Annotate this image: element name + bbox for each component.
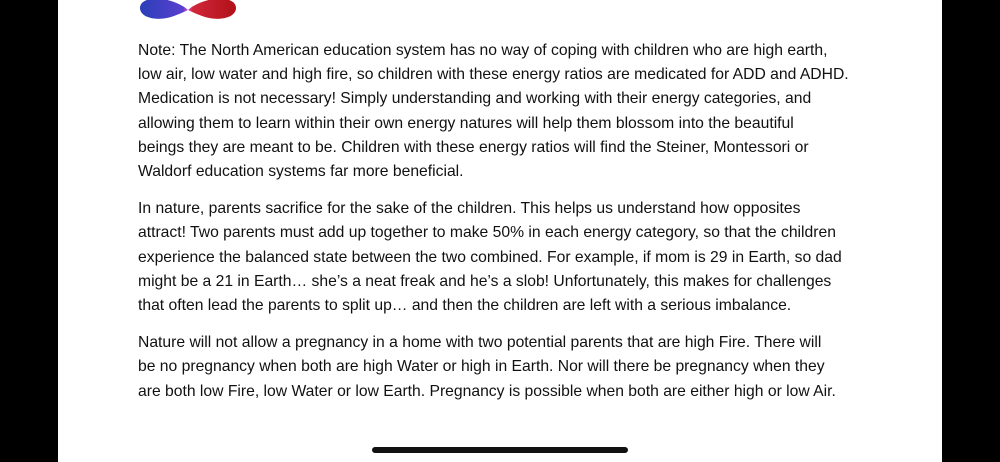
document-page	[58, 0, 942, 462]
text-line: are both low Fire, low Water or low Earth. Pregnancy is possible when both are either high or low Air.	[138, 382, 836, 400]
text-line: allowing them to learn within their own energy natures will help them blossom into the beautiful	[138, 114, 794, 132]
text-line: be no pregnancy when both are high Water or high in Earth. Nor will there be pregnancy when they	[138, 358, 825, 376]
text-line: Medication is not necessary! Simply understanding and working with their energy categories, and	[138, 90, 812, 108]
text-line: In nature, parents sacrifice for the sake of the children. This helps us understand how opposites	[138, 200, 801, 218]
text-line: beings they are meant to be. Children with these energy ratios will find the Steiner, Montessori or	[138, 138, 809, 156]
paragraph-parents-balance	[138, 197, 898, 318]
text-line: experience the balanced state between the two combined. For example, if mom is 29 in Earth, so dad	[138, 248, 842, 266]
brand-logo-icon	[138, 0, 238, 24]
text-line: Note: The North American education system has no way of coping with children who are high earth,	[138, 42, 828, 59]
paragraph-education-note	[138, 39, 898, 184]
text-line: low air, low water and high fire, so children with these energy ratios are medicated for ADD and ADHD.	[138, 66, 849, 84]
text-line: Waldorf education systems far more beneficial.	[138, 163, 464, 181]
text-line: Nature will not allow a pregnancy in a home with two potential parents that are high Fire. There will	[138, 334, 822, 352]
home-indicator[interactable]	[372, 447, 628, 453]
document-body	[138, 39, 898, 417]
text-line: attract! Two parents must add up together to make 50% in each energy category, so that the children	[138, 224, 836, 242]
text-line: might be a 21 in Earth… she’s a neat freak and he’s a slob! Unfortunately, this makes for challenges	[138, 272, 832, 290]
paragraph-pregnancy	[138, 331, 898, 404]
text-line: that often lead the parents to split up… and then the children are left with a serious imbalance.	[138, 297, 792, 315]
